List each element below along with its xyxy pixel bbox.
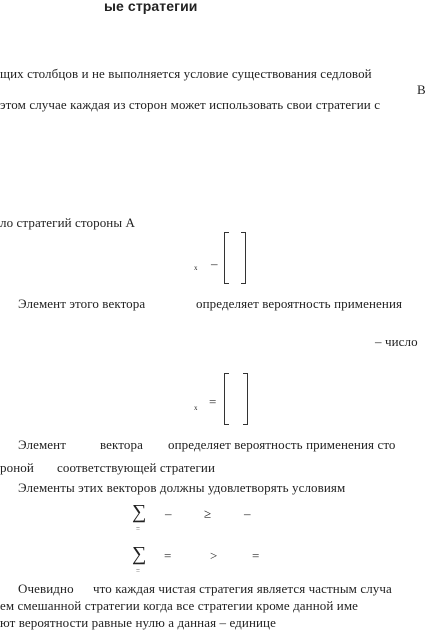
vector-x-eq: – (211, 256, 218, 271)
text-line-11: ем смешанной стратегии когда все стратегии кроме данной име (0, 598, 359, 613)
text-line-5a: Элемент этого вектора (18, 296, 146, 311)
text-line-1: щих столбцов и не выполняется условие существования седловой (0, 66, 372, 81)
vector-y-bracket-right-bottom (243, 424, 248, 425)
vector-x-bracket-left (224, 232, 225, 284)
vector-y-bracket-left (224, 373, 225, 425)
text-line-7b: вектора (100, 437, 143, 452)
text-line-3: этом случае каждая из сторон может использовать свои стратегии с (0, 97, 381, 112)
text-line-7a: Элемент (18, 437, 67, 452)
section-heading: ые стратегии (104, 0, 198, 14)
vector-x-bracket-right-bottom (241, 283, 246, 284)
text-line-4: ло стратегий стороны А (0, 215, 136, 230)
vector-x-bracket-left-bottom (224, 283, 229, 284)
vector-y-bracket-left-bottom (224, 424, 229, 425)
condition-2-gt: > (210, 548, 218, 563)
vector-y-subscript: x (194, 404, 198, 412)
text-line-7c: определяет вероятность применения сто (168, 437, 396, 452)
condition-2-sum: ∑ (132, 543, 147, 565)
condition-2-sum-sub: = (136, 567, 141, 575)
text-line-10b: что каждая чистая стратегия является частным случа (93, 581, 392, 596)
condition-1-sum-sub: = (136, 525, 141, 533)
text-line-10a: Очевидно (18, 581, 74, 596)
vector-x-bracket-right (245, 232, 246, 284)
condition-2-eq-1: = (164, 548, 172, 563)
condition-1-minus-2: – (244, 506, 251, 521)
vector-y-bracket-right-top (243, 373, 248, 374)
text-line-8a: роной (0, 460, 34, 475)
condition-1-sum: ∑ (132, 501, 147, 523)
text-line-8b: соответствующей стратегии (57, 460, 216, 475)
condition-1-ge: ≥ (204, 506, 212, 521)
vector-x-bracket-left-top (224, 232, 229, 233)
text-line-2: В (417, 82, 426, 97)
vector-y-eq: = (209, 394, 217, 409)
text-line-12: ют вероятности равные нулю а данная – единице (0, 615, 276, 630)
vector-x-subscript: x (194, 264, 198, 272)
text-line-9: Элементы этих векторов должны удовлетворять условиям (18, 480, 346, 495)
condition-1-minus-1: – (165, 506, 172, 521)
text-line-6: – число (375, 334, 418, 349)
vector-x-bracket-right-top (241, 232, 246, 233)
text-line-5b: определяет вероятность применения (196, 296, 403, 311)
vector-y-bracket-right (247, 373, 248, 425)
condition-2-eq-2: = (252, 548, 260, 563)
vector-y-bracket-left-top (224, 373, 229, 374)
